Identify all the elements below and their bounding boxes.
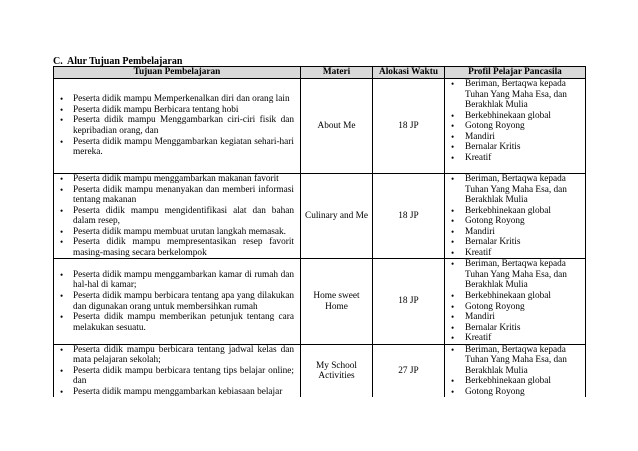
profil-item: • Berkebhinekaan global [445,376,585,387]
alokasi-cell: 18 JP [373,174,445,259]
materi-cell: Culinary and Me [301,174,373,259]
profil-item: • Beriman, Bertaqwa kepada Tuhan Yang Maha Esa, dan Berakhlak Mulia [445,174,585,206]
tujuan-item: • Peserta didik mampu berbicara tentang tips belajar online; dan [54,366,294,387]
section-letter: C. [53,56,63,67]
profil-item: • Bernalar Kritis [445,142,585,153]
section-title: Alur Tujuan Pembelajaran [67,56,183,67]
table-row [54,259,586,344]
profil-item: • Mandiri [445,312,585,323]
tujuan-cell [54,344,301,397]
tujuan-cell [54,79,301,174]
table-row [54,344,586,397]
profil-item: • Beriman, Bertaqwa kepada Tuhan Yang Maha Esa, dan Berakhlak Mulia [445,345,585,377]
alokasi-cell: 18 JP [373,259,445,344]
tujuan-item: • Peserta didik mampu Berbicara tentang hobi [54,105,294,116]
profil-item: • Gotong Royong [445,216,585,227]
header-profil: Profil Pelajar Pancasila [445,67,586,79]
profil-item: • Gotong Royong [445,387,585,398]
tujuan-item: • Peserta didik mampu berbicara tentang jadwal kelas dan mata pelajaran sekolah; [54,345,294,366]
profil-item: • Gotong Royong [445,121,585,132]
profil-item: • Beriman, Bertaqwa kepada Tuhan Yang Maha Esa, dan Berakhlak Mulia [445,79,585,111]
profil-item: • Kreatif [445,333,585,344]
materi-cell: About Me [301,79,373,174]
profil-item: • Kreatif [445,153,585,164]
header-materi: Materi [301,67,373,79]
profil-cell [445,174,586,259]
tujuan-item: • Peserta didik mampu mengidentifikasi alat dan bahan dalam resep, [54,206,294,227]
tujuan-item: • Peserta didik mampu menggambarkan kamar di rumah dan hal-hal di kamar; [54,270,294,291]
profil-item: • Berkebhinekaan global [445,206,585,217]
profil-item: • Gotong Royong [445,302,585,313]
header-alokasi: Alokasi Waktu [373,67,445,79]
profil-item: • Berkebhinekaan global [445,111,585,122]
profil-item: • Bernalar Kritis [445,323,585,334]
tujuan-item: • Peserta didik mampu menggambarkan makanan favorit [54,174,294,185]
alokasi-cell: 18 JP [373,79,445,174]
tujuan-item: • Peserta didik mampu Menggambarkan kegiatan sehari-hari mereka. [54,137,294,158]
profil-item: • Kreatif [445,248,585,259]
table-header-row [54,67,586,79]
tujuan-cell [54,259,301,344]
tujuan-item: • Peserta didik mampu Menggambarkan ciri-ciri fisik dan kepribadian orang, dan [54,115,294,136]
table-row [54,79,586,174]
tujuan-item: • Peserta didik mampu menanyakan dan memberi informasi tentang makanan [54,185,294,206]
tujuan-cell [54,174,301,259]
profil-cell [445,79,586,174]
materi-cell: Home sweet Home [301,259,373,344]
profil-item: • Berkebhinekaan global [445,291,585,302]
table-row [54,174,586,259]
profil-cell [445,344,586,397]
tujuan-item: • Peserta didik mampu membuat urutan langkah memasak. [54,227,294,238]
header-tujuan: Tujuan Pembelajaran [54,67,301,79]
profil-item: • Beriman, Bertaqwa kepada Tuhan Yang Maha Esa, dan Berakhlak Mulia [445,259,585,291]
alokasi-cell: 27 JP [373,344,445,397]
materi-cell: My School Activities [301,344,373,397]
tujuan-item: • Peserta didik mampu menggambarkan kebiasaan belajar [54,387,294,398]
tujuan-item: • Peserta didik mampu berbicara tentang apa yang dilakukan dan digunakan orang untuk membersihkan rumah [54,291,294,312]
profil-item: • Mandiri [445,227,585,238]
tujuan-item: • Peserta didik mampu memberikan petunjuk tentang cara melakukan sesuatu. [54,312,294,333]
learning-objectives-table [53,66,586,397]
tujuan-item: • Peserta didik mampu Memperkenalkan diri dan orang lain [54,94,294,105]
profil-item: • Bernalar Kritis [445,237,585,248]
profil-cell [445,259,586,344]
tujuan-item: • Peserta didik mampu mempresentasikan resep favorit masing-masing secara berkelompok [54,237,294,258]
profil-item: • Mandiri [445,132,585,143]
